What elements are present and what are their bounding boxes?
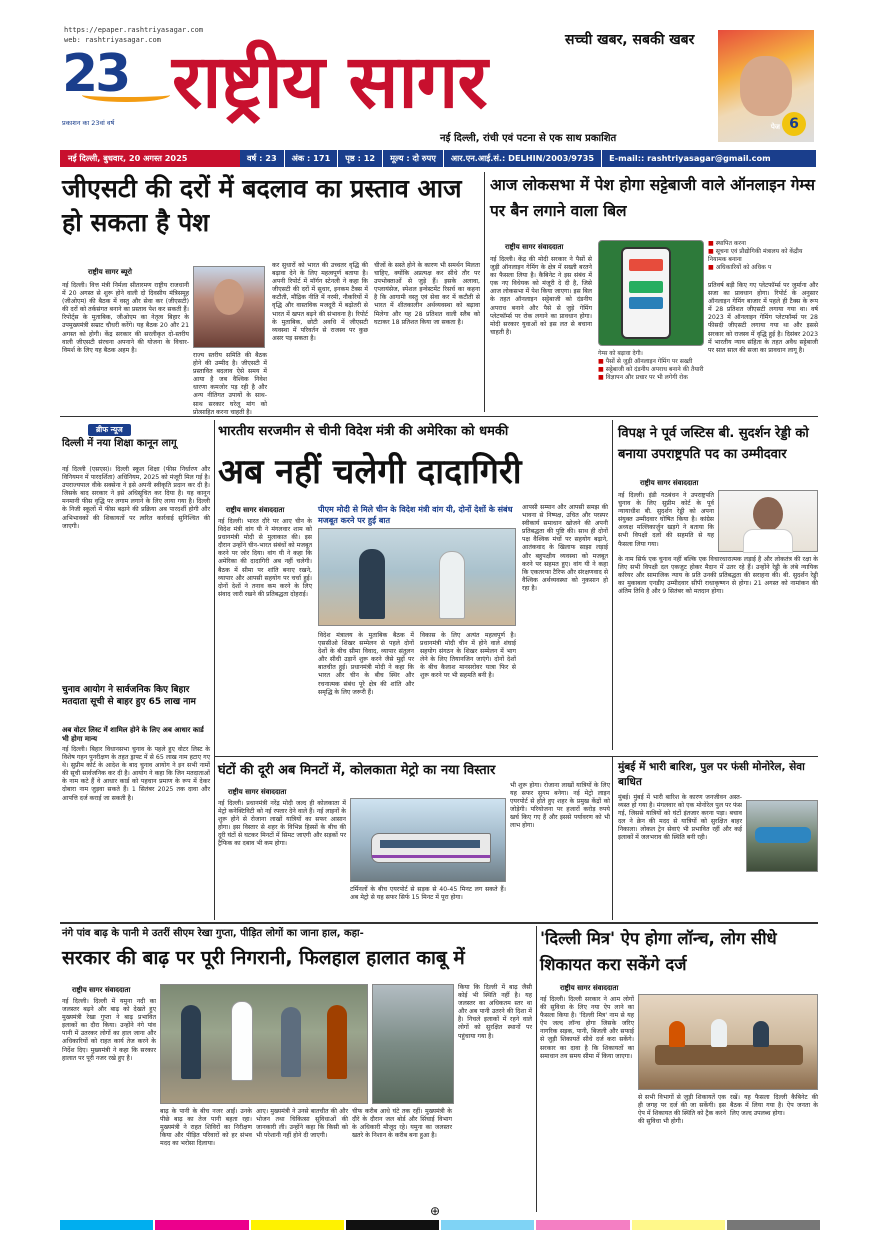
epaper-url[interactable]: https://epaper.rashtriyasagar.com bbox=[64, 26, 204, 34]
table-icon bbox=[655, 1045, 803, 1065]
logo-number: 23 bbox=[62, 44, 129, 104]
delhimitra-headline: 'दिल्ली मित्र' ऐप होगा लॉन्च, लोग सीधे शिकायत करा सकेंगे दर्ज bbox=[540, 929, 777, 974]
volume: वर्ष : 23 bbox=[240, 150, 285, 167]
person-icon bbox=[740, 56, 792, 116]
gst-photo bbox=[193, 266, 265, 348]
betting-byline: राष्ट्रीय सागर संवाददाता bbox=[505, 243, 564, 251]
china-body-4: आपसी सम्मान और आपसी समझ की भावना से निष्पक्ष, उचित और परस्पर स्वीकार्य समाधान खोजने की अपनी प्रतिबद्धता की पुष्टि की। साथ ही दोनों पक्ष वैश्विक मंचों पर सहयोग बढ़ाने, आतंकवाद के खिलाफ साझा लड़ाई और बहुपक्षीय व्यवस्था को मजबूत करने पर सहमत हुए। वांग यी ने कहा कि एकतरफा टैरिफ और संरक्षणवाद से वैश्विक अर्थव्यवस्था को नुकसान हो रहा है। bbox=[522, 504, 608, 592]
person-icon bbox=[669, 1021, 685, 1047]
person-icon bbox=[214, 279, 244, 315]
tagline: नई दिल्ली, रांची एवं पटना से एक साथ प्रकाशित bbox=[440, 133, 617, 144]
brief-label: ब्रीफ न्यूज bbox=[88, 424, 131, 436]
person-icon bbox=[753, 497, 783, 531]
person-icon bbox=[711, 1019, 727, 1047]
person-icon bbox=[181, 1005, 201, 1079]
divider-vertical bbox=[612, 756, 613, 920]
bullet-item: ■ पैसों से जुड़ी ऑनलाइन गेमिंग पर सख्ती bbox=[598, 358, 704, 366]
mumbai-body-1: मुंबई। मुंबई में भारी बारिश के कारण जनजीवन अस्त-व्यस्त हो गया है। मंगलवार को एक मोनोरेल पुल पर फंस गई, जिससे यात्रियों को घंटों इंतजार करना पड़ा। बचाव दल ने क्रेन की मदद से यात्रियों को सुरक्षित बाहर निकाला। लोकल ट्रेन सेवाएं भी प्रभावित रहीं और कई इलाकों में जलभराव की स्थिति बनी रही। bbox=[618, 794, 742, 842]
betting-bullets bbox=[598, 358, 704, 412]
flood-byline: राष्ट्रीय सागर संवाददाता bbox=[72, 986, 131, 994]
brief-headline-1: दिल्ली में नया शिक्षा कानून लागू bbox=[62, 438, 177, 449]
page-badge-label: पेज bbox=[770, 123, 780, 131]
reddy-photo bbox=[718, 490, 818, 552]
page-count: पृष्ठ : 12 bbox=[338, 150, 383, 167]
reddy-byline: राष्ट्रीय सागर संवाददाता bbox=[640, 479, 699, 487]
flood-body-5: किया कि दिल्ली में बाढ़ जैसी कोई भी स्थिति नहीं है। यह जलस्तर का अधिकतम स्तर था और अब पानी उतरने की दिशा में है। निचले इलाकों में रहने वाले लोगों को सुरक्षित स्थानों पर पहुंचाया गया है। bbox=[458, 984, 532, 1040]
delhimitra-byline: राष्ट्रीय सागर संवाददाता bbox=[560, 984, 619, 992]
flood-photo-2 bbox=[372, 984, 454, 1104]
flood-body-1: नई दिल्ली। दिल्ली में यमुना नदी का जलस्तर बढ़ने और बाढ़ को देखते हुए मुख्यमंत्री रेखा गुप्ता ने बाढ़ प्रभावित इलाकों का दौरा किया। उन्होंने नंगे पांव पानी में उतरकर लोगों का हाल जाना और अधिकारियों को राहत कार्य तेज करने के निर्देश दिए। मुख्यमंत्री ने कहा कि सरकार हालात पर पूरी नजर रखे हुए है। bbox=[62, 998, 156, 1062]
brief-body-1: नई दिल्ली (एसएस)। दिल्ली स्कूल शिक्षा (फीस निर्धारण और विनियमन में पारदर्शिता) अधिनियम, 2025 को मंजूरी मिल गई है। उपराज्यपाल वीके सक्सेना ने इसे अपनी स्वीकृति प्रदान कर दी है। जिसके बाद सरकार ने इसे अधिसूचित कर दिया है। यह कानून मनमानी फीस वृद्धि पर लगाम लगाने के लिए लाया गया है। दिल्ली के निजी स्कूलों में फीस बढ़ाने की प्रक्रिया अब पारदर्शी होगी और अभिभावकों की शिकायतों पर त्वरित कार्रवाई सुनिश्चित की जाएगी। bbox=[62, 466, 210, 530]
divider-vertical bbox=[536, 926, 537, 1212]
betting-body-1: नई दिल्ली। केंद्र की मोदी सरकार ने पैसों से जुड़ी ऑनलाइन गेमिंग के क्षेत्र में सख्ती बरतने का फैसला लिया है। कैबिनेट ने इस संबंध में एक नए विधेयक को मंजूरी दे दी है, जिसे आज लोकसभा में पेश किया जाएगा। इस बिल के तहत ऑनलाइन सट्टेबाजी को दंडनीय अपराध बनाने और पैसे से जुड़े गेमिंग प्लेटफॉर्म्स पर रोक लगाने का प्रावधान होगा। मोदी सरकार युवाओं को इस लत से बचाना चाहती है। bbox=[490, 256, 592, 336]
web-url[interactable]: web: rashtriyasagar.com bbox=[64, 36, 161, 44]
china-body-3: विकास के लिए अत्यंत महत्वपूर्ण है। प्रधानमंत्री मोदी चीन में होने वाले शंघाई सहयोग संगठन के शिखर सम्मेलन में भाग लेने के लिए तियानजिन जाएंगे। दोनों देशों के बीच कैलाश मानसरोवर यात्रा फिर से शुरू करने पर भी सहमति बनी है। bbox=[420, 632, 516, 680]
betting-phone-photo bbox=[598, 240, 704, 346]
flood-kicker: नंगे पांव बाढ़ के पानी मे उतरीं सीएम रेखा गुप्ता, पीड़ित लोगों का जाना हाल, कहा- bbox=[62, 928, 364, 939]
brief-body-2: नई दिल्ली। बिहार विधानसभा चुनाव के पहले हुए वोटर लिस्ट के विशेष गहन पुनरीक्षण के तहत ड्राफ्ट में से 65 लाख नाम हटाए गए थे। सुप्रीम कोर्ट के आदेश के बाद चुनाव आयोग ने इन सभी नामों की सूची सार्वजनिक कर दी है। आयोग ने कहा कि जिन मतदाताओं के नाम कटे हैं वे आधार कार्ड को पहचान प्रमाण के रूप में देकर दोबारा नाम जुड़वा सकते हैं। 1 सितंबर 2025 तक दावा और आपत्ति दर्ज कराई जा सकती है। bbox=[62, 746, 210, 802]
metro-headline: घंटों की दूरी अब मिनटों में, कोलकाता मेट्रो का नया विस्तार bbox=[218, 763, 496, 778]
flood-photo bbox=[160, 984, 368, 1104]
brief-headline-3: अब वोटर लिस्ट में शामिल होने के लिए अब आधार कार्ड भी होगा मान्य bbox=[62, 726, 204, 743]
flood-body-2: बाढ़ के पानी के बीच नजर आईं। उनके पीछे बाढ़ का तेज पानी बहता रहा। मुख्यमंत्री ने राहत शिविरों का निरीक्षण किया और पीड़ित परिवारों को हर संभव मदद का भरोसा दिलाया। bbox=[160, 1108, 252, 1148]
bullet-item: ■ सट्टेबाजी को दंडनीय अपराध बनाने की तैयारी bbox=[598, 366, 704, 374]
bullet-item: ■ स्थापित करना bbox=[708, 240, 818, 248]
flood-headline: सरकार की बाढ़ पर पूरी निगरानी, फिलहाल हालात काबू में bbox=[62, 947, 465, 969]
flood-body-3: आए। मुख्यमंत्री ने उनसे बातचीत की और भोजन तथा चिकित्सा सुविधाओं की जानकारी ली। उन्होंने कहा कि किसी को भी परेशानी नहीं होने दी जाएगी। bbox=[256, 1108, 348, 1140]
mumbai-headline: मुंबई में भारी बारिश, पुल पर फंसी मोनोरेल, सेवा बाधित bbox=[618, 761, 805, 788]
divider-vertical bbox=[612, 420, 613, 750]
logo-swoosh-icon bbox=[82, 88, 170, 102]
metro-train-photo bbox=[350, 798, 506, 882]
gst-body-2: राज्य स्तरीय समिति की बैठक होने की उम्मीद है। जीएसटी में प्रस्तावित बदलाव ऐसे समय में आया है जब वैश्विक निवेश धारणा कमजोर पड़ रही है और अन्य नीतिगत उपायों के साथ-साथ सरकार घरेलू मांग को प्रोत्साहित करना चाहती है। bbox=[193, 352, 267, 416]
person-icon bbox=[231, 1001, 253, 1081]
china-meeting-photo bbox=[318, 528, 516, 626]
china-body-1: नई दिल्ली। भारत दौरे पर आए चीन के विदेश मंत्री वांग यी ने मंगलवार शाम को प्रधानमंत्री मोदी से मुलाकात की। इस दौरान उन्होंने चीन-भारत संबंधों को मजबूत करने पर जोर दिया। वांग यी ने कहा कि अमेरिका की दादागिरी अब नहीं चलेगी। बैठक में सीमा पर शांति बनाए रखने, व्यापार और आपसी सहयोग पर चर्चा हुई। दोनों देशों ने तनाव कम करने के लिए संवाद जारी रखने की प्रतिबद्धता दोहराई। bbox=[218, 518, 312, 598]
bullet-item: ■ विज्ञापन और प्रचार पर भी लगेगी रोक bbox=[598, 374, 704, 382]
price: मूल्य : दो रुपए bbox=[383, 150, 444, 167]
registration-left bbox=[0, 0, 22, 1241]
delhimitra-meeting-photo bbox=[638, 994, 818, 1090]
gst-byline: राष्ट्रीय सागर ब्यूरो bbox=[88, 268, 132, 276]
logo bbox=[62, 44, 172, 134]
issue-date: नई दिल्ली, बुधवार, 20 अगस्त 2025 bbox=[60, 150, 240, 167]
gst-body-1: नई दिल्ली। वित्त मंत्री निर्मला सीतारमण राष्ट्रीय राजधानी में 20 अगस्त से शुरू होने वाली दो दिवसीय मंत्रिसमूह (जीओएम) की बैठक में वस्तु और सेवा कर (जीएसटी) की दरों को तर्कसंगत बनाने का प्रस्ताव पेश कर सकती हैं। रिपोर्ट्स के मुताबिक, जीओएम का नेतृत्व बिहार के उपमुख्यमंत्री सम्राट चौधरी करेंगे। यह बैठक 20 और 21 अगस्त को होगी। केंद्र सरकार की सरलीकृत दो-स्तरीय वाली जीएसटी संरचना अपनाने की योजना के विचार-विमर्श के लिए यह बैठक अहम है। bbox=[62, 282, 189, 354]
metro-body-1: नई दिल्ली। प्रधानमंत्री नरेंद्र मोदी जल्द ही कोलकाता में मेट्रो कनेक्टिविटी को नई रफ्तार देने वाले हैं। नई लाइनों के शुरू होने से रोजाना लाखों यात्रियों का सफर आसान होगा। इस विस्तार से शहर के विभिन्न हिस्सों के बीच की दूरी घंटों से घटकर मिनटों में सिमट जाएगी और सड़कों पर ट्रैफिक का दबाव भी कम होगा। bbox=[218, 800, 346, 848]
delhimitra-body-1: नई दिल्ली। दिल्ली सरकार ने आम लोगों की सुविधा के लिए नया ऐप लाने का फैसला किया है। 'दिल्ली मित्र' नाम से यह ऐप जल्द लॉन्च होगा जिसके जरिए नागरिक सड़क, पानी, बिजली और सफाई से जुड़ी शिकायतें सीधे दर्ज करा सकेंगे। सरकार का दावा है कि शिकायतों का समाधान तय समय सीमा में किया जाएगा। bbox=[540, 996, 634, 1060]
divider-horizontal bbox=[60, 922, 818, 924]
masthead-photo[interactable] bbox=[718, 30, 814, 142]
gst-body-4: चीजों के सस्ते होने के कारण भी समर्थन मिलता चाहिए, क्योंकि अप्रत्यक्ष कर सीधे तौर पर उपभोक्ताओं से जुड़े हैं। इसके अलावा, एप्लायंसेज, स्पेशल इन्वेस्टमेंट रिसर्च का कहना है कि आगामी वस्तु एवं सेवा कर में कटौती से भारत में शीतकालीन अर्थव्यवस्था को बढ़ावा मिलेगा और यह 28 प्रतिशत वाली स्लैब को घटाकर 18 प्रतिशत किया जा सकता है। bbox=[374, 262, 480, 326]
color-bar-bottom bbox=[60, 1220, 820, 1230]
reddy-body-2: के नाम सिर्फ एक चुनाव नहीं बल्कि एक विचारधारात्मक लड़ाई है और लोकतंत्र की रक्षा के लिए सभी विपक्षी दल एकजुट होकर मैदान में उतर रहे हैं। उन्होंने रेड्डी के लंबे न्यायिक करियर और सामाजिक न्याय के प्रति उनकी प्रतिबद्धता की सराहना की। बी. सुदर्शन रेड्डी का मुकाबला एनडीए उम्मीदवार सीपी राधाकृष्णन से होगा। 21 अगस्त को नामांकन की अंतिम तिथि है और 9 सितंबर को मतदान होगा। bbox=[618, 556, 818, 596]
metro-byline: राष्ट्रीय सागर संवाददाता bbox=[228, 788, 287, 796]
metro-body-2: भी शुरू होगा। रोजाना लाखों यात्रियों के लिए यह सफर सुगम बनेगा। नई मेट्रो लाइन एयरपोर्ट से होते हुए शहर के प्रमुख केंद्रों को जोड़ेगी। परियोजना पर हजारों करोड़ रुपये खर्च किए गए हैं और इससे पर्यावरण को भी लाभ होगा। bbox=[510, 782, 610, 830]
slogan: सच्ची खबर, सबकी खबर bbox=[565, 32, 695, 48]
train-icon bbox=[371, 833, 491, 863]
gst-body-3: कर सुधारों को भारत की उच्चतर वृद्धि की बढ़ावा देने के लिए महत्वपूर्ण बताया है। अपनी रिपोर्ट में मॉर्गन स्टेनली ने कहा कि जीएसटी की दरों में सुधार, इनकम टैक्स में कटौती, मौद्रिक नीति में नरमी, नौकरियों में वृद्धि और वास्तविक मजदूरी में बढ़ोतरी से भारत में खपत बढ़ने की संभावना है। रिपोर्ट के मुताबिक, छोटी अवधि में जीएसटी व्यवस्था में परिवर्तन से राजस्व पर कुछ असर पड़ सकता है। bbox=[272, 262, 368, 342]
person-icon bbox=[439, 551, 465, 619]
person-icon bbox=[359, 549, 385, 619]
bullet-item: ■ सूचना एवं प्रौद्योगिकी मंत्रालय को केंद्रीय नियामक बनाना bbox=[708, 248, 818, 264]
betting-bullets-right bbox=[708, 240, 818, 280]
china-byline: राष्ट्रीय सागर संवाददाता bbox=[226, 506, 285, 514]
china-headline: अब नहीं चलेगी दादागिरी bbox=[218, 452, 522, 492]
divider-horizontal bbox=[60, 416, 818, 417]
rni-number: आर.एन.आई.सं.: DELHIN/2003/9735 bbox=[444, 150, 602, 167]
betting-body-2: प्रतिवर्ष बड़ी किए गए प्लेटफॉर्म्स पर जुर्माना और सजा का प्रावधान होगा। रिपोर्ट के अनुसार ऑनलाइन गेमिंग बाजार में पहले ही टैक्स के रूप में 28 प्रतिशत जीएसटी लगाया गया था। वर्ष 2023 में ऑनलाइन गेमिंग प्लेटफॉर्म्स पर 28 फीसदी जीएसटी लगाया गया था और इससे सरकार को राजस्व में वृद्धि हुई है। दिसंबर 2023 में भारतीय न्याय संहिता के तहत अवैध सट्टेबाजी पर सात साल की सजा का प्रावधान लागू है। bbox=[708, 282, 818, 354]
china-kicker: भारतीय सरजमीन से चीनी विदेश मंत्री की अमेरिका को धमकी bbox=[218, 424, 509, 439]
phone-icon bbox=[621, 247, 671, 339]
betting-caption: गेम्स को बढ़ावा देगी। bbox=[598, 350, 643, 357]
monorail-icon bbox=[755, 827, 811, 843]
reddy-headline: विपक्ष ने पूर्व जस्टिस बी. सुदर्शन रेड्डी को बनाया उपराष्ट्रपति पद का उम्मीदवार bbox=[618, 426, 809, 462]
mumbai-monorail-photo bbox=[746, 800, 818, 872]
bullet-item: ■ अधिकारियों को अधिक प bbox=[708, 264, 818, 272]
paper-title: राष्ट्रीय सागर bbox=[172, 39, 487, 125]
logo-subtitle: प्रकाशन का 23वां वर्ष bbox=[62, 119, 115, 127]
china-subhead: पीएम मोदी से मिले चीन के विदेश मंत्री वांग यी, दोनों देशों के संबंध मजबूत करने पर हुई बात bbox=[318, 505, 513, 525]
divider-horizontal bbox=[214, 756, 818, 757]
gst-headline: जीएसटी की दरों में बदलाव का प्रस्ताव आज हो सकता है पेश bbox=[62, 174, 462, 237]
crosshair-icon: ⊕ bbox=[430, 1204, 441, 1218]
info-bar bbox=[60, 150, 816, 167]
delhimitra-body-3: रखें। यह फैसला दिल्ली कैबिनेट की बैठक में लिया गया है। ऐप जनता के लिए जल्द उपलब्ध होगा। bbox=[730, 1094, 818, 1118]
person-icon bbox=[753, 1021, 769, 1047]
page-badge: 6 bbox=[782, 112, 806, 136]
person-icon bbox=[281, 1007, 301, 1077]
divider-vertical bbox=[484, 172, 485, 412]
person-icon bbox=[327, 1005, 347, 1079]
betting-headline: आज लोकसभा में पेश होगा सट्टेबाजी वाले ऑनलाइन गेम्स पर बैन लगाने वाला बिल bbox=[490, 176, 815, 220]
delhimitra-body-2: से सभी विभागों से जुड़ी शिकायतें एक ही जगह पर दर्ज की जा सकेंगी। इस ऐप में शिकायत की स्थिति को ट्रैक करने की सुविधा भी होगी। bbox=[638, 1094, 726, 1126]
issue-number: अंक : 171 bbox=[285, 150, 339, 167]
email[interactable]: E-mail:: rashtriyasagar@gmail.com bbox=[609, 153, 771, 163]
reddy-body-1: नई दिल्ली। इंडी गठबंधन ने उपराष्ट्रपति चुनाव के लिए सुप्रीम कोर्ट के पूर्व न्यायाधीश बी. सुदर्शन रेड्डी को अपना संयुक्त उम्मीदवार घोषित किया है। कांग्रेस अध्यक्ष मल्लिकार्जुन खड़गे ने बताया कि सभी विपक्षी दलों की सहमति से यह फैसला लिया गया। bbox=[618, 492, 714, 548]
divider-vertical bbox=[214, 420, 215, 920]
flood-body-4: चीफ करीब आधे घंटे तक रहीं। मुख्यमंत्री के दौरे के दौरान जल बोर्ड और सिंचाई विभाग के अधिकारी मौजूद रहे। यमुना का जलस्तर खतरे के निशान के करीब बना हुआ है। bbox=[352, 1108, 452, 1140]
metro-caption: टर्मिनलों के बीच एयरपोर्ट से सड़क से 40-45 मिनट लग सकते हैं। अब मेट्रो से यह सफर सिर्फ 15 मिनट में पूरा होगा। bbox=[350, 886, 506, 902]
brief-headline-2: चुनाव आयोग ने सार्वजनिक किए बिहार मतदाता सूची से बाहर हुए 65 लाख नाम bbox=[62, 685, 196, 707]
china-body-2: विदेश मंत्रालय के मुताबिक बैठक में एससीओ शिखर सम्मेलन से पहले दोनों देशों के बीच सीमा विवाद, व्यापार संतुलन और सीधी उड़ानें शुरू करने जैसे मुद्दों पर बातचीत हुई। प्रधानमंत्री मोदी ने कहा कि भारत और चीन के बीच स्थिर और रचनात्मक संबंध पूरे क्षेत्र की शांति और समृद्धि के लिए जरूरी हैं। bbox=[318, 632, 414, 696]
